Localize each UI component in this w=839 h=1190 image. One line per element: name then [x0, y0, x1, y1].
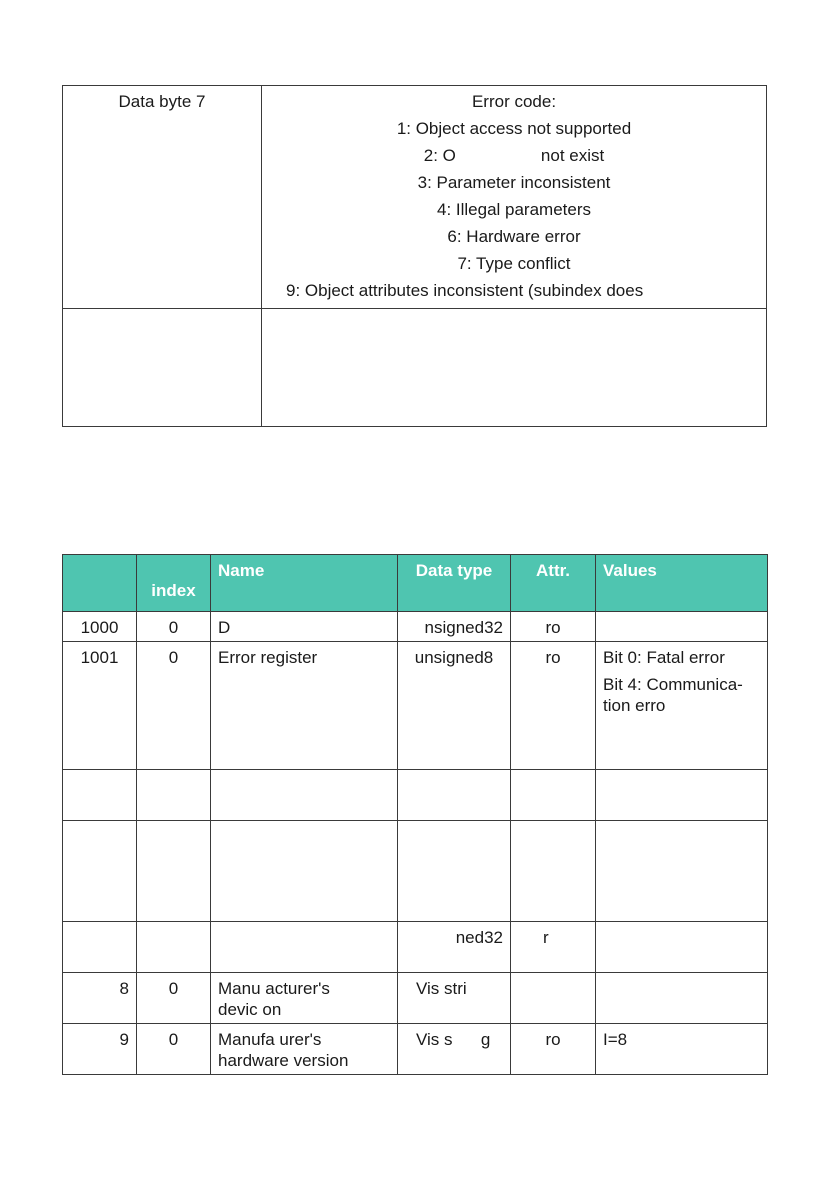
cell-attr: ro	[511, 612, 596, 642]
cell-index	[63, 922, 137, 973]
cell-data-type	[398, 821, 511, 922]
table-row	[63, 642, 768, 770]
header-subindex-label: index	[151, 581, 196, 600]
error-code-line: 3: Parameter inconsistent	[417, 173, 611, 192]
cell-attr	[511, 770, 596, 821]
cell-name	[211, 770, 398, 821]
cell-values	[596, 973, 768, 1024]
cell-data-type: Vis s g	[398, 1024, 511, 1075]
cell-index: 9	[63, 1024, 137, 1075]
header-subindex	[137, 555, 211, 612]
cell-data-type: ned32	[398, 922, 511, 973]
header-attr: Attr.	[511, 555, 596, 612]
error-code-line: Error code:	[471, 92, 557, 111]
header-values: Values	[596, 555, 768, 612]
cell-attr	[511, 973, 596, 1024]
cell-values	[596, 642, 768, 770]
cell-name: Manu acturer's devic on	[211, 973, 398, 1024]
cell-values	[596, 770, 768, 821]
error-code-line: 4: Illegal parameters	[436, 200, 592, 219]
cell-index	[63, 770, 137, 821]
error-code-line: 7: Type conflict	[457, 254, 571, 273]
table-row	[63, 821, 768, 922]
table-row	[63, 973, 768, 1024]
cell-name	[211, 922, 398, 973]
cell-subindex	[137, 922, 211, 973]
cell-values	[596, 821, 768, 922]
cell-name	[211, 821, 398, 922]
cell-subindex: 0	[137, 973, 211, 1024]
table-row	[63, 1024, 768, 1075]
data-byte-label: Data byte 7	[63, 86, 262, 309]
error-code-cell	[262, 86, 767, 309]
object-dictionary-table	[62, 554, 768, 1075]
cell-attr	[511, 821, 596, 922]
cell-data-type	[398, 770, 511, 821]
error-code-line: 9: Object attributes inconsistent (subindex does	[286, 281, 644, 300]
cell-index: 8	[63, 973, 137, 1024]
value-line: Bit 0: Fatal error	[603, 648, 725, 667]
cell-name: D	[211, 612, 398, 642]
cell-values	[596, 922, 768, 973]
cell-index	[63, 821, 137, 922]
cell-data-type: nsigned32	[398, 612, 511, 642]
cell-subindex: 0	[137, 642, 211, 770]
header-data-type: Data type	[398, 555, 511, 612]
cell-subindex	[137, 821, 211, 922]
empty-cell	[63, 309, 262, 427]
cell-subindex	[137, 770, 211, 821]
table-row	[63, 86, 767, 309]
header-name: Name	[211, 555, 398, 612]
error-code-line: 6: Hardware error	[447, 227, 581, 246]
error-code-line: 1: Object access not supported	[396, 119, 632, 138]
table-row	[63, 309, 767, 427]
cell-subindex: 0	[137, 612, 211, 642]
cell-attr: r	[511, 922, 596, 973]
cell-attr: ro	[511, 1024, 596, 1075]
table-row	[63, 612, 768, 642]
cell-values: I=8	[596, 1024, 768, 1075]
error-code-table	[62, 85, 767, 427]
cell-values	[596, 612, 768, 642]
empty-cell	[262, 309, 767, 427]
cell-name: Error register	[211, 642, 398, 770]
cell-index: 1001	[63, 642, 137, 770]
cell-attr: ro	[511, 642, 596, 770]
cell-subindex: 0	[137, 1024, 211, 1075]
cell-name: Manufa urer's hardware version	[211, 1024, 398, 1075]
table-row	[63, 770, 768, 821]
value-line: Bit 4: Communica- tion erro	[603, 675, 743, 715]
error-code-line: 2: O not exist	[423, 146, 605, 165]
cell-index: 1000	[63, 612, 137, 642]
table-header-row	[63, 555, 768, 612]
table-row	[63, 922, 768, 973]
header-index	[63, 555, 137, 612]
cell-data-type: Vis stri	[398, 973, 511, 1024]
cell-data-type: unsigned8	[398, 642, 511, 770]
